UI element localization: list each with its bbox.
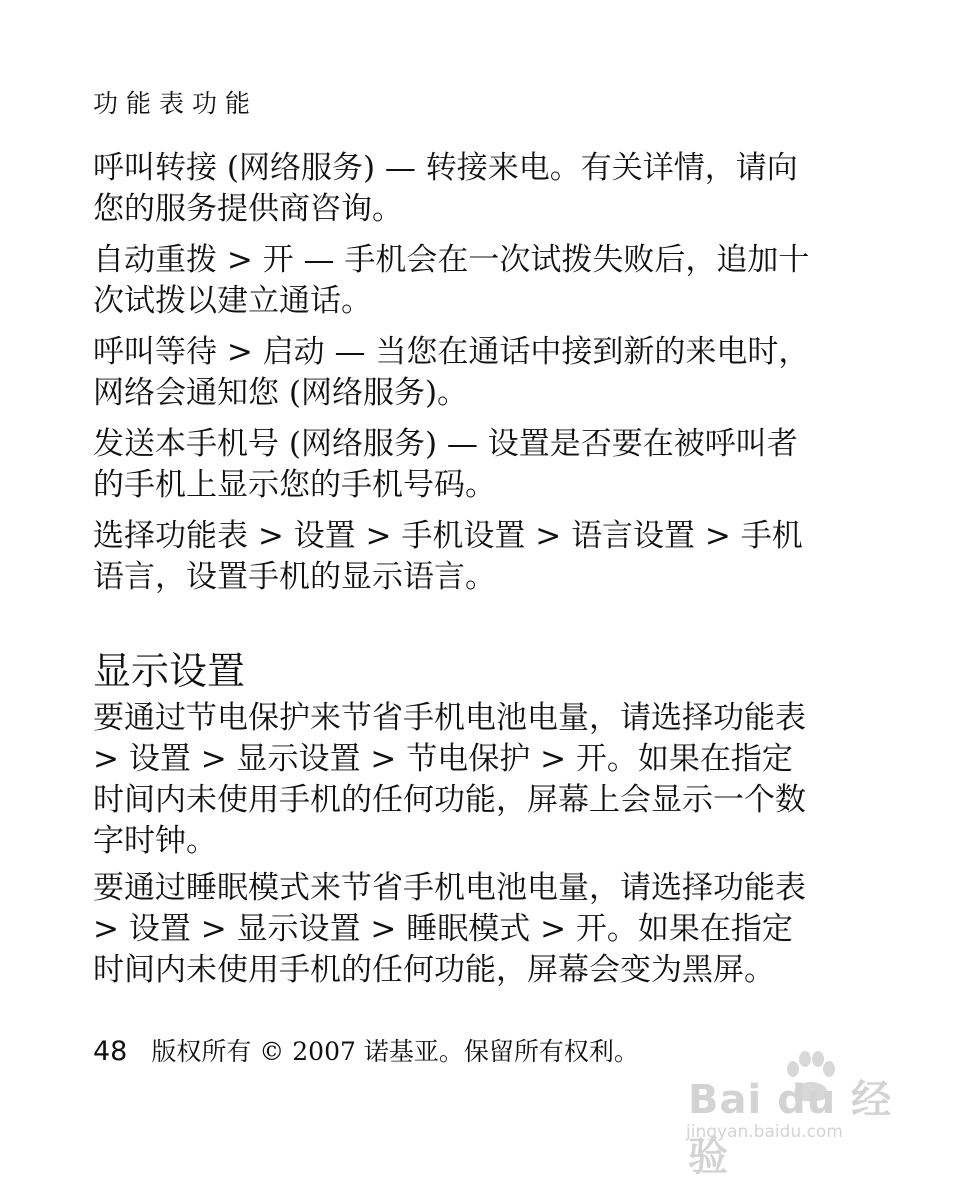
option: 开 bbox=[262, 242, 294, 278]
separator: > bbox=[217, 242, 263, 278]
call-waiting-paragraph bbox=[93, 332, 823, 414]
menu-path-item: 开 bbox=[575, 911, 607, 947]
watermark-brand: Bai du 经验 bbox=[688, 1077, 893, 1180]
prefix: 要通过节电保护来节省手机电池电量，请选择 bbox=[93, 700, 713, 736]
description: (网络服务) — 转接来电。有关详情，请向您的服务提供商咨询。 bbox=[93, 150, 798, 227]
power-saver-paragraph: 要通过节电保护来节省手机电池电量，请选择功能表 > 设置 > 显示设置 > 节电保护 > 开。如果在指定时间内未使用手机的任何功能，屏幕上会显示一个数字时钟。 bbox=[93, 700, 806, 859]
term: 发送本手机号 bbox=[93, 426, 279, 462]
prefix: 要通过睡眠模式来节省手机电池电量，请选择 bbox=[93, 870, 713, 906]
suffix: 。如果在指定时间内未使用手机的任何功能，屏幕上会显示一个数字时钟。 bbox=[93, 741, 806, 859]
watermark-url: jingyan.baidu.com bbox=[686, 1122, 843, 1142]
menu-path-item: 手机设置 bbox=[401, 518, 526, 554]
suffix: ，设置手机的显示语言。 bbox=[155, 559, 496, 595]
page-footer bbox=[93, 1032, 639, 1068]
page-number: 48 bbox=[93, 1036, 128, 1067]
menu-path-item: 设置 bbox=[128, 911, 191, 947]
menu-path-item: 开 bbox=[575, 741, 607, 777]
prefix: 选择 bbox=[93, 518, 155, 554]
send-number-paragraph bbox=[93, 424, 823, 506]
auto-redial-paragraph bbox=[93, 240, 823, 322]
language-paragraph: 选择功能表 > 设置 > 手机设置 > 语言设置 > 手机语言，设置手机的显示语言。 bbox=[93, 518, 803, 595]
menu-path-item: 显示设置 bbox=[236, 911, 361, 947]
call-forwarding-paragraph bbox=[93, 148, 823, 230]
term: 呼叫等待 bbox=[93, 334, 217, 370]
option: 启动 bbox=[262, 334, 325, 370]
section-title: 显示设置 bbox=[93, 649, 246, 693]
separator: > bbox=[217, 334, 263, 370]
menu-path-item: 功能表 bbox=[713, 870, 806, 906]
menu-path-item: 语言设置 bbox=[571, 518, 696, 554]
page-header: 功能表功能 bbox=[93, 89, 259, 118]
description: — 手机会在一次试拨失败后，追加十次试拨以建立通话。 bbox=[93, 242, 810, 319]
copyright-text: 版权所有 © 2007 诺基亚。保留所有权利。 bbox=[151, 1037, 639, 1066]
description: — 当您在通话中接到新的来电时，网络会通知您 (网络服务)。 bbox=[93, 334, 810, 411]
menu-path-item: 节电保护 bbox=[406, 741, 531, 777]
menu-path-item: 功能表 bbox=[155, 518, 248, 554]
menu-path-item: 显示设置 bbox=[236, 741, 361, 777]
suffix: 。如果在指定时间内未使用手机的任何功能，屏幕会变为黑屏。 bbox=[93, 911, 793, 988]
menu-path-item: 设置 bbox=[128, 741, 191, 777]
sleep-mode-paragraph: 要通过睡眠模式来节省手机电池电量，请选择功能表 > 设置 > 显示设置 > 睡眠模式 > 开。如果在指定时间内未使用手机的任何功能，屏幕会变为黑屏。 bbox=[93, 870, 806, 988]
description: (网络服务) — 设置是否要在被呼叫者的手机上显示您的手机号码。 bbox=[93, 426, 798, 503]
menu-path-item: 设置 bbox=[293, 518, 356, 554]
menu-path-item: 睡眠模式 bbox=[406, 911, 531, 947]
menu-path-item: 手机语言 bbox=[93, 518, 803, 595]
term: 自动重拨 bbox=[93, 242, 217, 278]
menu-path-item: 功能表 bbox=[713, 700, 806, 736]
term: 呼叫转接 bbox=[93, 150, 217, 186]
watermark bbox=[684, 1050, 906, 1180]
